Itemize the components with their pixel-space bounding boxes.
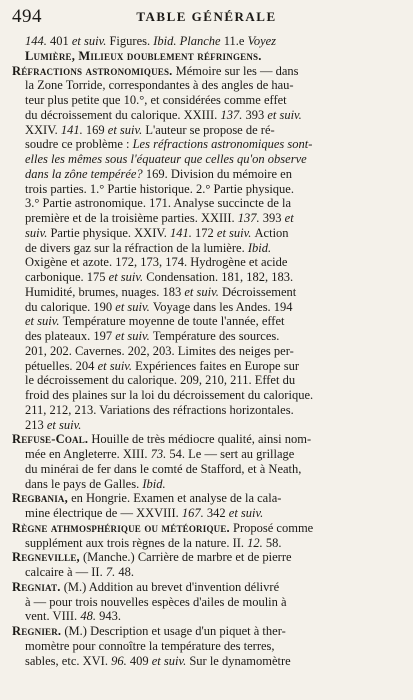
entry-heading: Règne athmosphérique ou météorique. <box>12 520 230 535</box>
entry-text: Action <box>254 225 289 240</box>
index-line <box>12 329 401 344</box>
index-line <box>12 491 401 506</box>
italic-text: et suiv. <box>115 329 153 343</box>
index-line <box>12 182 401 197</box>
entry-text: la Zone Torride, correspondantes à des angles de hau- <box>25 78 294 93</box>
italic-text: et suiv. <box>115 299 153 314</box>
italic-text: et suiv. <box>228 506 264 520</box>
index-line <box>12 314 401 329</box>
index-line <box>12 654 401 669</box>
entry-text: calcaire à — II. <box>25 565 106 579</box>
entry-text: du décroissement du calorique. XXIII. <box>25 107 221 122</box>
entry-text: 401 <box>50 34 72 48</box>
entry-text: carbonique. 175 <box>25 270 109 284</box>
entry-text: 342 <box>206 506 229 520</box>
index-line <box>12 34 401 49</box>
entry-text: 213 <box>25 417 47 432</box>
entry-text: Proposé comme <box>229 520 314 535</box>
entry-text: du calorique. 190 <box>25 299 116 314</box>
index-line <box>12 211 401 226</box>
entry-text: Condensation. 181, 182, 183. <box>146 270 294 284</box>
entry-text: pétuelles. 204 <box>25 358 98 373</box>
index-line <box>12 137 401 152</box>
italic-text: 141. <box>60 122 86 137</box>
italic-text: et suiv. <box>97 358 136 373</box>
entry-heading: Lumière, Milieux doublement réfringens. <box>25 48 262 63</box>
entry-text: Houille de très médiocre qualité, ainsi nom- <box>88 432 312 447</box>
italic-text: 137. <box>237 211 263 225</box>
entry-text: 943. <box>99 609 121 624</box>
entry-text: 54. Le — sert au grillage <box>169 447 295 461</box>
entry-text: soudre ce problème : <box>25 137 133 152</box>
index-body <box>12 34 401 668</box>
index-line <box>12 477 401 492</box>
index-line <box>12 403 401 418</box>
entry-text: le décroissement du calorique. 209, 210, 211. Effet du <box>25 373 296 388</box>
entry-heading: Regniat. <box>12 579 61 594</box>
running-title: TABLE GÉNÉRALE <box>136 9 277 24</box>
entry-text: sables, etc. XVI. <box>25 653 112 668</box>
entry-text: 11. <box>223 34 239 48</box>
entry-text: 58. <box>265 535 282 550</box>
entry-text: supplément aux trois règnes de la nature. II. <box>25 535 248 550</box>
italic-text: Voyez <box>247 34 277 48</box>
index-line <box>12 609 401 624</box>
italic-text: et suiv. <box>107 122 146 137</box>
entry-text: mée en Angleterre. XIII. <box>25 447 151 461</box>
index-line <box>12 639 401 654</box>
index-line <box>12 624 401 639</box>
index-line <box>12 167 401 182</box>
italic-text: 167. <box>181 506 207 520</box>
entry-text: première et de la troisième parties. XXIII. <box>25 211 238 225</box>
entry-heading: Réfractions astronomiques. <box>12 63 173 78</box>
entry-text: trois parties. 1.° Partie historique. 2.° Partie physique. <box>25 181 294 196</box>
italic-text: 48. <box>80 609 100 624</box>
entry-text: 172 <box>195 225 217 240</box>
italic-text: Ibid. Planche <box>153 34 224 48</box>
index-line <box>12 123 401 138</box>
entry-heading: Regbania, <box>12 491 68 506</box>
italic-text: elles les mêmes sous l'équateur que celles qu'on observe <box>25 152 307 166</box>
index-line <box>12 550 401 565</box>
entry-text: Température des sources. <box>152 329 280 343</box>
entry-text: 211, 212, 213. Variations des réfractions horizontales. <box>25 402 294 417</box>
entry-heading: Regneville, <box>12 550 80 565</box>
italic-text: et suiv. <box>216 225 255 240</box>
index-line <box>12 152 401 167</box>
entry-text: à — pour trois nouvelles espèces d'ailes de moulin à <box>25 594 287 609</box>
entry-text: 48. <box>118 565 134 579</box>
italic-text: 73. <box>150 447 170 461</box>
index-line <box>12 285 401 300</box>
index-line <box>12 580 401 595</box>
italic-text: et suiv. <box>267 107 302 122</box>
index-line <box>12 447 401 462</box>
entry-text: 3.° Partie astronomique. 171. Analyse succincte de la <box>25 196 292 211</box>
italic-text: Les réfractions astronomiques sont- <box>132 137 313 152</box>
entry-text: froid des plaines sur la loi du décroissement du calorique. <box>25 388 314 402</box>
index-line <box>12 418 401 433</box>
index-line <box>12 565 401 580</box>
index-line <box>12 373 401 388</box>
index-line <box>12 196 401 211</box>
entry-text: de divers gaz sur la réfraction de la lumière. <box>25 240 248 255</box>
italic-text: et suiv. <box>151 653 190 668</box>
entry-text: 393 <box>262 211 285 225</box>
italic-text: et suiv. <box>71 34 110 48</box>
italic-text: 141. <box>170 225 196 240</box>
index-line <box>12 64 401 79</box>
entry-text: Humidité, brumes, nuages. 183 <box>25 284 185 299</box>
entry-text: Figures. <box>109 34 154 48</box>
italic-text: dans la zône tempérée? <box>25 166 146 181</box>
index-line <box>12 270 401 285</box>
entry-text: Expériences faites en Europe sur <box>135 358 299 373</box>
index-line <box>12 300 401 315</box>
entry-text: Mémoire sur les — dans <box>172 63 299 78</box>
index-line <box>12 462 401 477</box>
entry-text: dans le pays de Galles. <box>25 476 143 491</box>
entry-text: Décroissement <box>221 284 297 299</box>
entry-text: du minérai de fer dans le comté de Stafford, et à Neath, <box>25 461 302 476</box>
italic-text: et suiv. <box>25 314 63 329</box>
index-line <box>12 432 401 447</box>
index-line <box>12 595 401 610</box>
index-line <box>12 506 401 521</box>
entry-text: (M.) Description et usage d'un piquet à ther- <box>61 624 286 638</box>
page-header <box>12 6 401 32</box>
italic-text: et suiv. <box>108 270 147 284</box>
index-line <box>12 359 401 374</box>
index-line <box>12 241 401 256</box>
index-line <box>12 521 401 536</box>
entry-text: XXIV. <box>25 122 61 137</box>
index-line <box>12 255 401 270</box>
entry-text: Oxigène et azote. 172, 173, 174. Hydrogène et acide <box>25 255 288 270</box>
index-line <box>12 93 401 108</box>
entry-text: en Hongrie. Examen et analyse de la cala- <box>67 491 282 506</box>
index-line <box>12 388 401 403</box>
italic-text: et suiv. <box>46 417 82 432</box>
entry-text: 201, 202. Cavernes. 202, 203. Limites des neiges per- <box>25 343 294 358</box>
entry-text: (Manche.) Carrière de marbre et de pierre <box>79 550 292 565</box>
italic-text: 96. <box>111 653 130 668</box>
entry-heading: Regnier. <box>12 624 62 638</box>
index-line <box>12 108 401 123</box>
index-line <box>12 226 401 241</box>
entry-text: Voyage dans les Andes. 194 <box>152 299 293 314</box>
entry-text: vent. VIII. <box>25 609 81 624</box>
italic-text: et suiv. <box>184 284 222 299</box>
italic-text: Ibid. <box>247 240 272 255</box>
entry-text: 169. Division du mémoire en <box>145 166 292 181</box>
entry-text: 409 <box>129 653 152 668</box>
entry-text: Sur le dynamomètre <box>189 653 291 668</box>
italic-text: Ibid. <box>142 476 166 491</box>
index-line <box>12 536 401 551</box>
entry-text: des plateaux. 197 <box>25 329 116 343</box>
page-number: 494 <box>12 6 42 27</box>
italic-text: et <box>284 211 294 225</box>
entry-text: Température moyenne de toute l'année, effet <box>62 314 285 329</box>
italic-text: 7. <box>105 565 119 579</box>
entry-text: momètre pour connoître la température des terres, <box>25 638 275 653</box>
italic-text: suiv. <box>25 225 51 240</box>
entry-heading: Refuse-Coal. <box>12 432 89 447</box>
index-line <box>12 344 401 359</box>
entry-text: mine électrique de — XXVIII. <box>25 506 182 520</box>
entry-text: e <box>238 34 248 48</box>
index-line <box>12 49 401 64</box>
entry-text: (M.) Addition au brevet d'invention délivré <box>60 579 280 594</box>
italic-text: 137. <box>220 107 246 122</box>
entry-text: L'auteur se propose de ré- <box>145 122 275 137</box>
entry-text: 169 <box>85 122 108 137</box>
entry-text: Partie physique. XXIV. <box>50 225 171 240</box>
index-line <box>12 78 401 93</box>
italic-text: 12. <box>247 535 266 550</box>
entry-text: 393 <box>245 107 268 122</box>
italic-text: 144. <box>25 34 50 48</box>
entry-text: teur plus petite que 10.°, et considérées comme effet <box>25 93 287 107</box>
